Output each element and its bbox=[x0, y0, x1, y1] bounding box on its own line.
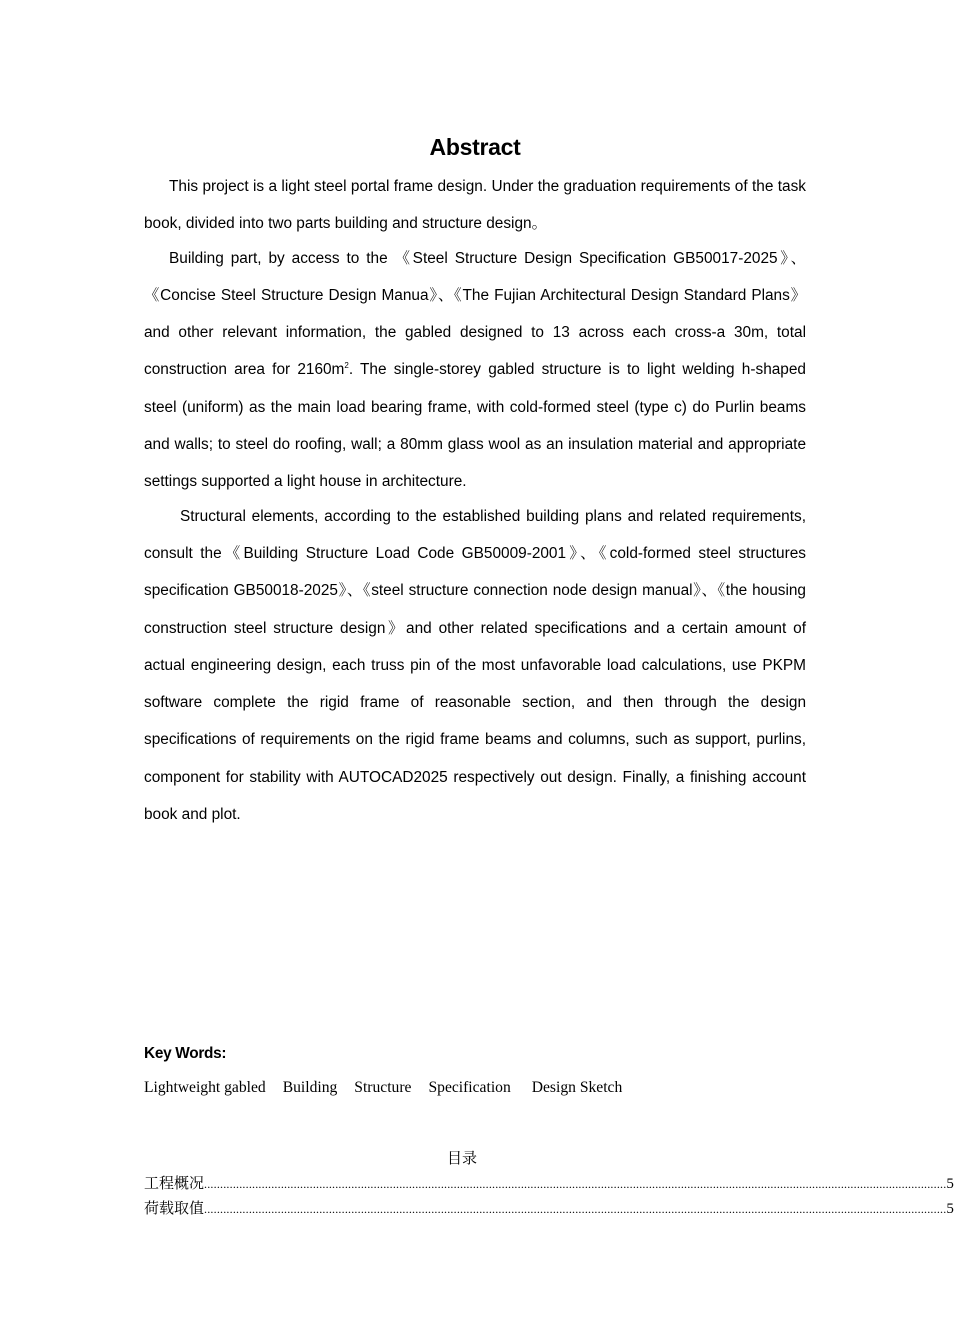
toc-entry-page: 5 bbox=[946, 1201, 954, 1217]
keyword-item: Structure bbox=[354, 1079, 412, 1096]
abstract-paragraph-2-text-b: . The single-storey gabled structure is to light welding h-shaped steel (uniform) as the main load bearing frame, with cold-formed steel (type c) do Purlin beams and walls; to steel do roofing, wall; a 80mm glass wool as an insulation material and appropriate settings supported a light house in architecture. bbox=[144, 361, 806, 491]
toc-entry-label: 工程概况 bbox=[144, 1174, 205, 1192]
abstract-paragraph-2 bbox=[144, 240, 806, 501]
toc-dot-leader: ........................................................................................................................................................................................................................................ bbox=[204, 1177, 947, 1191]
toc-entry-page: 5 bbox=[946, 1176, 954, 1192]
table-of-contents bbox=[144, 1171, 954, 1221]
abstract-paragraph-1: This project is a light steel portal frame design. Under the graduation requirements of the task book, divided into two parts building and structure design。 bbox=[144, 178, 806, 233]
keywords-label: Key Words: bbox=[144, 1045, 227, 1062]
toc-entry[interactable] bbox=[144, 1171, 954, 1196]
toc-dot-leader: ........................................................................................................................................................................................................................................ bbox=[204, 1202, 947, 1216]
toc-entry-label: 荷载取值 bbox=[144, 1199, 205, 1217]
keyword-item: Specification bbox=[428, 1079, 511, 1096]
abstract-paragraph-2-text-a: Building part, by access to the 《Steel Structure Design Specification GB50017-2025》、《Concise Steel Structure Design Manua》、《The Fujian Architectural Design Standard Plans》and other relevant information, the gabled designed to 13 across each cross-a 30m, total construction area for 2160m bbox=[144, 249, 806, 379]
toc-entry[interactable] bbox=[144, 1196, 954, 1221]
keyword-item: Design Sketch bbox=[531, 1079, 623, 1096]
abstract-title: Abstract bbox=[429, 134, 521, 160]
keyword-item: Building bbox=[282, 1079, 338, 1096]
toc-title: 目录 bbox=[446, 1149, 477, 1167]
keywords-list bbox=[144, 1079, 622, 1097]
keyword-item: Lightweight gabled bbox=[144, 1079, 266, 1096]
area-superscript: 2 bbox=[344, 361, 349, 371]
abstract-body bbox=[144, 168, 806, 833]
abstract-paragraph-3: Structural elements, according to the established building plans and related requirements, consult the《Building Structure Load Code GB50009-2001》、《cold-formed steel structures specification GB50018-2025》、《steel structure connection node design manual》、《the housing construction steel structure design》and other related specifications and a certain amount of actual engineering design, each truss pin of the most unfavorable load calculations, use PKPM software complete the rigid frame of reasonable section, and then through the design specifications of requirements on the rigid frame beams and columns, such as support, purlins, component for stability with AUTOCAD2025 respectively out design. Finally, a finishing account book and plot. bbox=[144, 507, 806, 824]
